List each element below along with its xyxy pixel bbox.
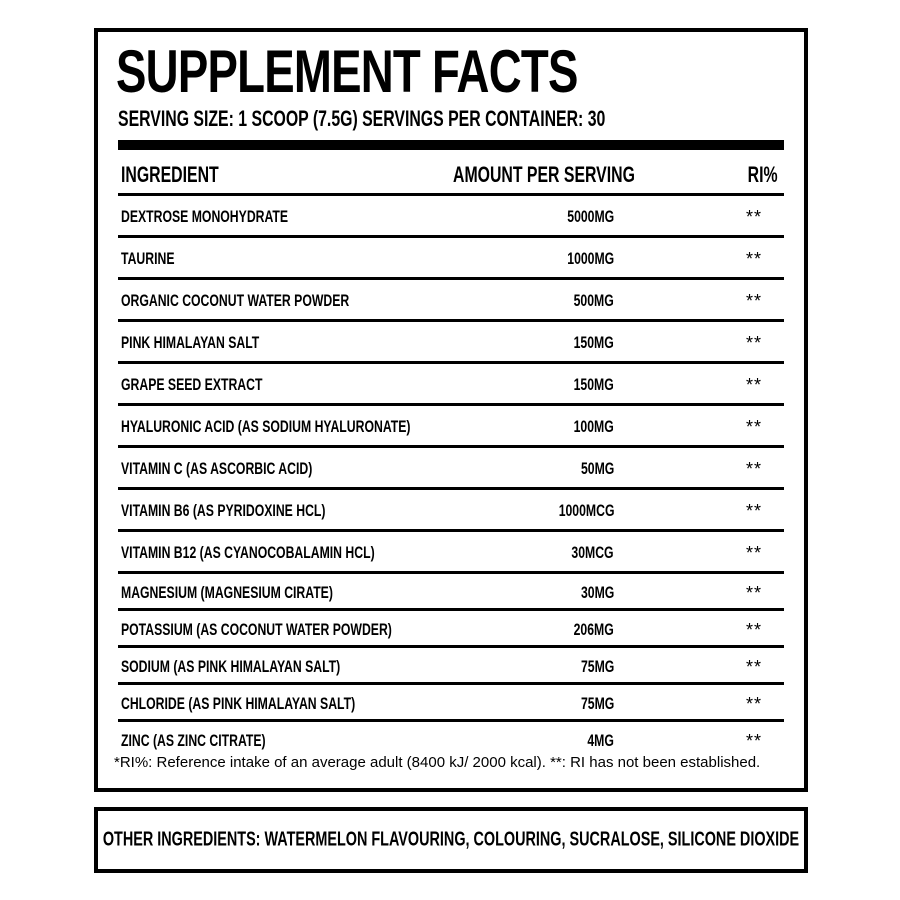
- ingredient-ri: **: [745, 656, 762, 677]
- panel-title: SUPPLEMENT FACTS: [116, 38, 578, 105]
- ingredient-name: POTASSIUM (AS COCONUT WATER POWDER): [121, 619, 392, 639]
- ingredient-name: GRAPE SEED EXTRACT: [121, 375, 263, 394]
- ingredient-amount: 75MG: [580, 693, 614, 713]
- ingredient-ri: **: [745, 291, 762, 311]
- table-row: [118, 364, 784, 406]
- ingredient-ri: **: [745, 375, 762, 395]
- table-row: [118, 611, 784, 648]
- ingredient-name: SODIUM (AS PINK HIMALAYAN SALT): [121, 656, 341, 676]
- ingredient-amount: 75MG: [580, 656, 614, 676]
- serving-info: SERVING SIZE: 1 SCOOP (7.5G) SERVINGS PER CONTAINER: 30: [118, 106, 606, 131]
- ingredient-name: HYALURONIC ACID (AS SODIUM HYALURONATE): [121, 417, 411, 436]
- ingredient-amount: 5000MG: [567, 207, 614, 226]
- ingredient-name: CHLORIDE (AS PINK HIMALAYAN SALT): [121, 693, 356, 713]
- ingredient-ri: **: [745, 417, 762, 437]
- table-row: [118, 406, 784, 448]
- ingredient-amount: 150MG: [573, 375, 614, 394]
- ingredient-name: VITAMIN B6 (AS PYRIDOXINE HCL): [121, 501, 326, 520]
- table-row: [118, 685, 784, 722]
- table-row: [118, 490, 784, 532]
- ingredient-amount: 1000MG: [567, 249, 614, 268]
- header-amount: AMOUNT PER SERVING: [453, 162, 635, 187]
- ingredient-name: ORGANIC COCONUT WATER POWDER: [121, 291, 350, 310]
- ingredient-amount: 500MG: [573, 291, 614, 310]
- ingredient-table: [118, 196, 784, 759]
- table-row: [118, 574, 784, 611]
- ingredient-ri: **: [745, 582, 762, 603]
- table-row: [118, 196, 784, 238]
- table-header: [118, 156, 784, 196]
- ingredient-ri: **: [745, 693, 762, 714]
- footnote: *RI%: Reference intake of an average adult (8400 kJ/ 2000 kcal). **: RI has not been established.: [114, 754, 761, 771]
- other-ingredients-box: [94, 807, 808, 873]
- ingredient-name: ZINC (AS ZINC CITRATE): [121, 730, 266, 750]
- table-row: [118, 322, 784, 364]
- ingredient-amount: 4MG: [587, 730, 614, 750]
- ingredient-ri: **: [745, 730, 762, 751]
- other-ingredients-text: OTHER INGREDIENTS: WATERMELON FLAVOURING, COLOURING, SUCRALOSE, SILICONE DIOXIDE: [102, 828, 800, 851]
- ingredient-name: MAGNESIUM (MAGNESIUM CIRATE): [121, 582, 333, 602]
- ingredient-ri: **: [745, 501, 762, 521]
- ingredient-name: PINK HIMALAYAN SALT: [121, 333, 260, 352]
- ingredient-ri: **: [745, 333, 762, 353]
- ingredient-ri: **: [745, 459, 762, 479]
- ingredient-name: VITAMIN C (AS ASCORBIC ACID): [121, 459, 313, 478]
- ingredient-ri: **: [745, 543, 762, 563]
- table-row: [118, 448, 784, 490]
- header-ingredient: INGREDIENT: [121, 162, 219, 187]
- table-row: [118, 238, 784, 280]
- ingredient-ri: **: [745, 207, 762, 227]
- ingredient-name: VITAMIN B12 (AS CYANOCOBALAMIN HCL): [121, 543, 375, 562]
- ingredient-amount: 50MG: [580, 459, 614, 478]
- ingredient-ri: **: [745, 249, 762, 269]
- ingredient-amount: 1000MCG: [558, 501, 614, 520]
- ingredient-name: TAURINE: [121, 249, 175, 268]
- ingredient-amount: 30MG: [580, 582, 614, 602]
- table-row: [118, 280, 784, 322]
- table-row: [118, 648, 784, 685]
- table-row: [118, 532, 784, 574]
- ingredient-name: DEXTROSE MONOHYDRATE: [121, 207, 289, 226]
- ingredient-amount: 206MG: [573, 619, 614, 639]
- ingredient-amount: 100MG: [573, 417, 614, 436]
- header-ri: RI%: [748, 162, 778, 187]
- supplement-facts-panel: [94, 28, 808, 792]
- ingredient-amount: 30MCG: [571, 543, 614, 562]
- ingredient-amount: 150MG: [573, 333, 614, 352]
- thick-divider: [118, 140, 784, 150]
- ingredient-ri: **: [745, 619, 762, 640]
